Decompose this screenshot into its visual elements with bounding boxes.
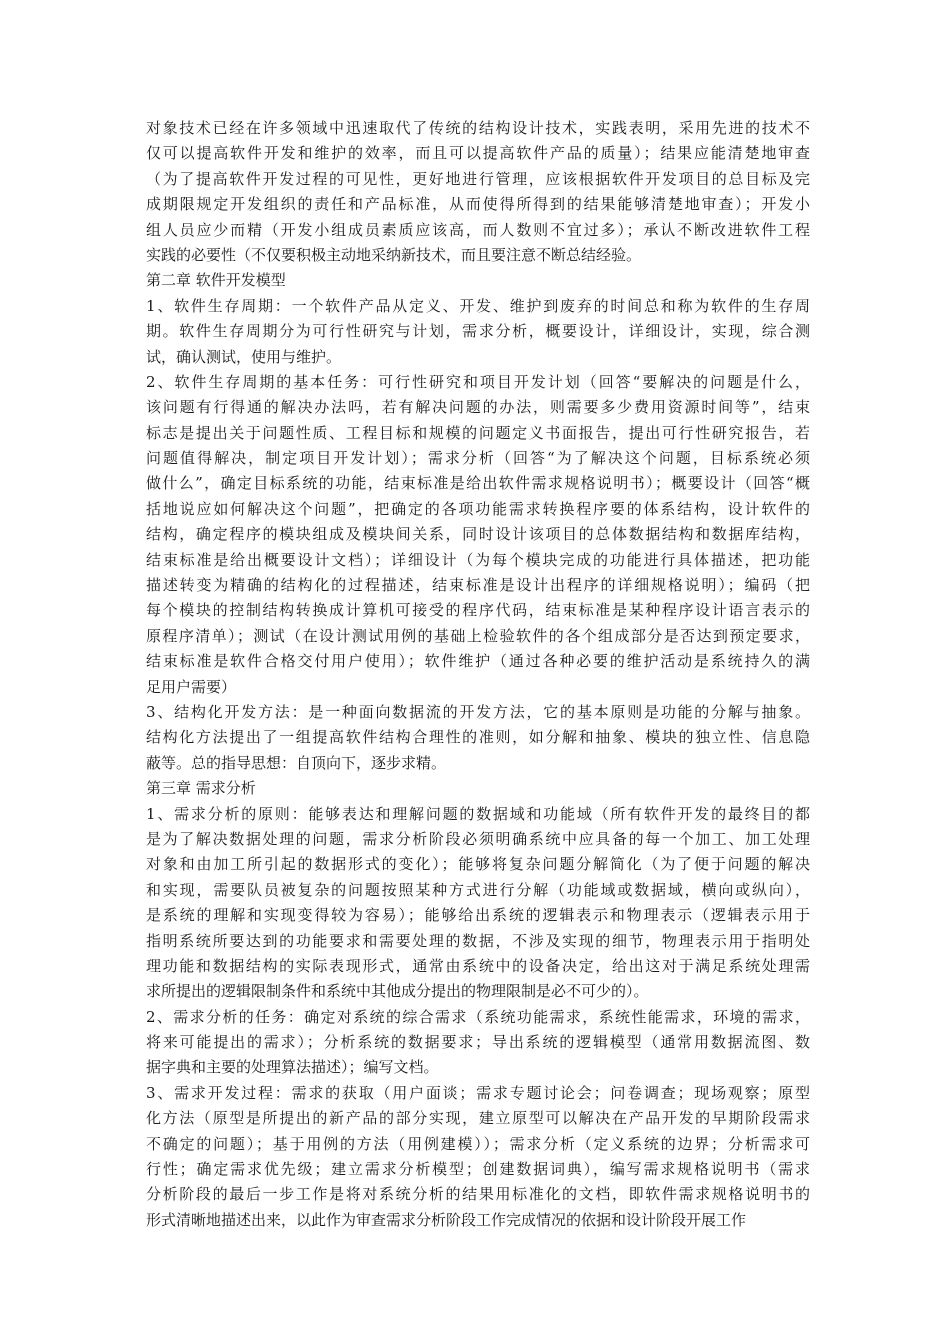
text-line: （为了提高软件开发过程的可见性，更好地进行管理，应该根据软件开发项目的总目标及完	[146, 169, 810, 188]
text-line: 组人员应少而精（开发小组成员素质应该高，而人数则不宜过多）；承认不断改进软件工程	[146, 220, 810, 239]
text-line: 对象和由加工所引起的数据形式的变化）；能够将复杂问题分解简化（为了便于问题的解决	[146, 855, 810, 874]
text-line: 据字典和主要的处理算法描述）；编写文档。	[146, 1058, 439, 1077]
text-line: 1、需求分析的原则：能够表达和理解问题的数据域和功能域（所有软件开发的最终目的都	[146, 804, 810, 823]
text-line: 成期限规定开发组织的责任和产品标准，从而使得所得到的结果能够清楚地审查）；开发小	[146, 195, 810, 214]
text-line: 和实现，需要队员被复杂的问题按照某种方式进行分解（功能域或数据域，横向或纵向），	[146, 880, 810, 899]
text-line: 3、结构化开发方法：是一种面向数据流的开发方法，它的基本原则是功能的分解与抽象。	[146, 702, 810, 721]
paragraph	[146, 700, 810, 776]
paragraph	[146, 1081, 810, 1233]
paragraph	[146, 802, 810, 1005]
text-line: 仅可以提高软件开发和维护的效率，而且可以提高软件产品的质量）；结果应能清楚地审查	[146, 144, 810, 163]
text-line: 结束标准是软件合格交付用户使用）；软件维护（通过各种必要的维护活动是系统持久的满	[146, 652, 810, 671]
text-line: 实践的必要性（不仅要积极主动地采纳新技术，而且要注意不断总结经验。	[146, 245, 642, 264]
text-line: 结束标准是给出概要设计文档）；详细设计（为每个模块完成的功能进行具体描述，把功能	[146, 550, 810, 569]
text-line: 对象技术已经在许多领域中迅速取代了传统的结构设计技术，实践表明，采用先进的技术不	[146, 119, 810, 137]
text-line: 蔽等。总的指导思想：自顶向下，逐步求精。	[146, 753, 447, 772]
text-line: 标志是提出关于问题性质、工程目标和规模的问题定义书面报告，提出可行性研究报告，若	[146, 423, 810, 442]
text-line: 理功能和数据结构的实际表现形式，通常由系统中的设备决定，给出这对于满足系统处理需	[146, 956, 810, 975]
chapter-heading: 第二章 软件开发模型	[146, 271, 286, 290]
text-line: 试，确认测试，使用与维护。	[146, 347, 342, 366]
text-line: 括地说应如何解决这个问题”，把确定的各项功能需求转换程序要的体系结构，设计软件的	[146, 499, 810, 518]
chapter-heading: 第三章 需求分析	[146, 779, 256, 798]
document-body	[146, 116, 810, 1233]
text-line: 化方法（原型是所提出的新产品的部分实现，建立原型可以解决在产品开发的早期阶段需求	[146, 1109, 810, 1128]
text-line: 2、需求分析的任务：确定对系统的综合需求（系统功能需求，系统性能需求，环境的需求，	[146, 1007, 810, 1026]
paragraph	[146, 370, 810, 700]
text-line: 足用户需要）	[146, 677, 237, 696]
text-line: 该问题有行得通的解决办法吗，若有解决问题的办法，则需要多少费用资源时间等”，结束	[146, 398, 810, 417]
text-line: 指明系统所要达到的功能要求和需要处理的数据，不涉及实现的细节，物理表示用于指明处	[146, 931, 810, 950]
text-line: 原程序清单）；测试（在设计测试用例的基础上检验软件的各个组成部分是否达到预定要求，	[146, 626, 810, 645]
text-line: 描述转变为精确的结构化的过程描述，结束标准是设计出程序的详细规格说明）；编码（把	[146, 576, 810, 595]
text-line: 问题值得解决，制定项目开发计划）；需求分析（回答“为了解决这个问题，目标系统必须	[146, 449, 810, 468]
text-line: 每个模块的控制结构转换成计算机可接受的程序代码，结束标准是某种程序设计语言表示的	[146, 601, 810, 620]
text-line: 是为了解决数据处理的问题，需求分析阶段必须明确系统中应具备的每一个加工、加工处理	[146, 829, 810, 848]
text-line: 2、软件生存周期的基本任务：可行性研究和项目开发计划（回答“要解决的问题是什么，	[146, 372, 810, 391]
paragraph	[146, 1005, 810, 1081]
text-line: 分析阶段的最后一步工作是将对系统分析的结果用标准化的文档，即软件需求规格说明书的	[146, 1185, 810, 1204]
text-line: 求所提出的逻辑限制条件和系统中其他成分提出的物理限制是必不可少的）。	[146, 982, 649, 1001]
text-line: 3、需求开发过程：需求的获取（用户面谈；需求专题讨论会；问卷调查；现场观察；原型	[146, 1083, 810, 1102]
text-line: 结构，确定程序的模块组成及模块间关系，同时设计该项目的总体数据结构和数据库结构，	[146, 525, 810, 544]
text-line: 期。软件生存周期分为可行性研究与计划，需求分析，概要设计，详细设计，实现，综合测	[146, 322, 810, 341]
text-line: 是系统的理解和实现变得较为容易）；能够给出系统的逻辑表示和物理表示（逻辑表示用于	[146, 906, 810, 925]
text-line: 行性；确定需求优先级；建立需求分析模型；创建数据词典），编写需求规格说明书（需求	[146, 1160, 810, 1179]
paragraph	[146, 116, 810, 268]
text-line: 结构化方法提出了一组提高软件结构合理性的准则，如分解和抽象、模块的独立性、信息隐	[146, 728, 810, 747]
text-line: 将来可能提出的需求）；分析系统的数据要求；导出系统的逻辑模型（通常用数据流图、数	[146, 1033, 810, 1052]
text-line: 形式清晰地描述出来，以此作为审查需求分析阶段工作完成情况的依据和设计阶段开展工作	[146, 1210, 747, 1229]
text-line: 做什么”，确定目标系统的功能，结束标准是给出软件需求规格说明书）；概要设计（回答“概	[146, 474, 810, 493]
text-line: 不确定的问题）；基于用例的方法（用例建模））；需求分析（定义系统的边界；分析需求可	[146, 1134, 810, 1153]
paragraph	[146, 294, 810, 370]
text-line: 1、软件生存周期：一个软件产品从定义、开发、维护到废弃的时间总和称为软件的生存周	[146, 296, 810, 315]
